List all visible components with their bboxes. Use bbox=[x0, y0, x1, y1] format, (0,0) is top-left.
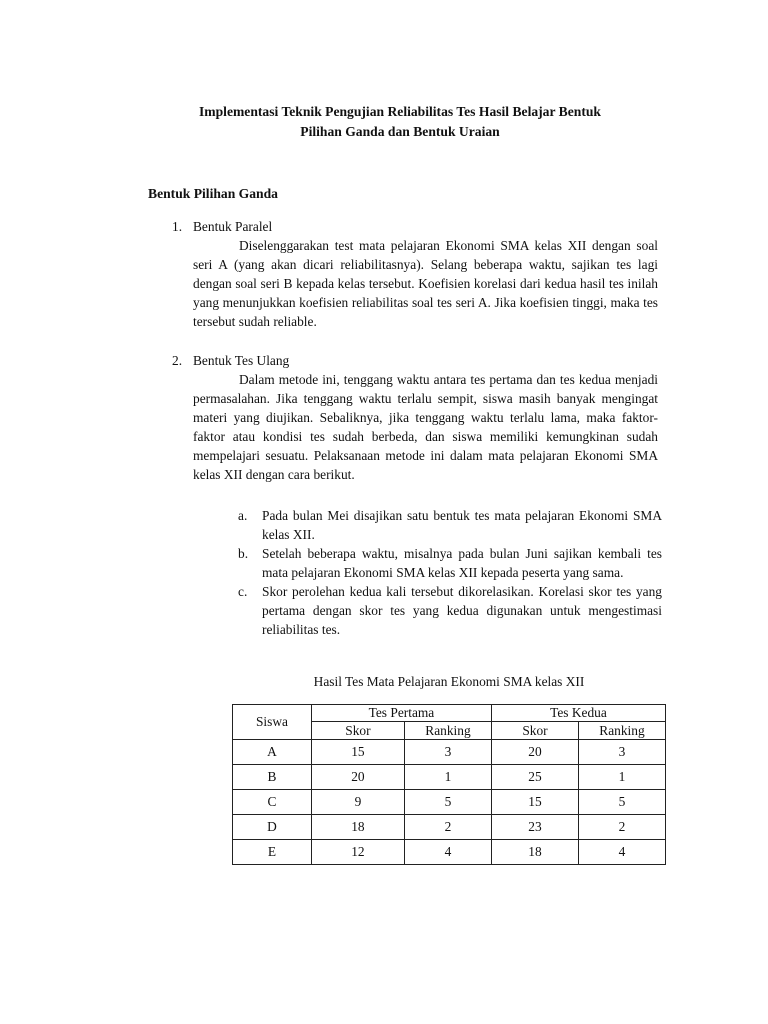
cell-siswa: B bbox=[233, 765, 312, 790]
cell-siswa: D bbox=[233, 815, 312, 840]
sub-item-text: Setelah beberapa waktu, misalnya pada bulan Juni sajikan kembali tes mata pelajaran Ekonomi SMA kelas XII kepada peserta yang sama. bbox=[262, 546, 662, 580]
subheader-ranking: Ranking bbox=[578, 722, 665, 740]
table-cell: 20 bbox=[491, 740, 578, 765]
table-cell: 4 bbox=[578, 840, 665, 865]
table-row bbox=[233, 815, 666, 840]
table-row bbox=[233, 740, 666, 765]
sub-item-letter: b. bbox=[238, 546, 249, 561]
table-cell: 20 bbox=[311, 765, 404, 790]
scores-table bbox=[232, 704, 666, 865]
sub-item-c bbox=[238, 582, 662, 639]
item-paragraph: Diselenggarakan test mata pelajaran Ekonomi SMA kelas XII dengan soal seri A (yang akan dicari reliabilitasnya). Selang beberapa waktu, sajikan tes lagi dengan soal seri B kepada kelas tersebut. Koefisien korelasi dari kedua hasil tes inilah yang menunjukkan koefisien reliabilitas soal tes seri A. Jika koefisien tinggi, maka tes tersebut sudah reliable. bbox=[193, 238, 658, 329]
table-cell: 15 bbox=[491, 790, 578, 815]
item-label: Bentuk Paralel bbox=[193, 219, 273, 234]
sub-item-a bbox=[238, 506, 662, 544]
sub-item-letter: c. bbox=[238, 584, 248, 599]
subheader-ranking: Ranking bbox=[404, 722, 491, 740]
table-row bbox=[233, 765, 666, 790]
sub-item-text: Pada bulan Mei disajikan satu bentuk tes mata pelajaran Ekonomi SMA kelas XII. bbox=[262, 508, 662, 542]
table-cell: 2 bbox=[578, 815, 665, 840]
sub-item-b bbox=[238, 544, 662, 582]
title-line-1: Implementasi Teknik Pengujian Reliabilitas Tes Hasil Belajar Bentuk bbox=[199, 104, 601, 119]
cell-siswa: E bbox=[233, 840, 312, 865]
header-siswa: Siswa bbox=[233, 705, 312, 740]
table-cell: 5 bbox=[578, 790, 665, 815]
table-cell: 18 bbox=[491, 840, 578, 865]
cell-siswa: A bbox=[233, 740, 312, 765]
table-cell: 12 bbox=[311, 840, 404, 865]
table-header-row bbox=[233, 705, 666, 722]
table-cell: 1 bbox=[578, 765, 665, 790]
table-cell: 25 bbox=[491, 765, 578, 790]
sub-item-letter: a. bbox=[238, 508, 248, 523]
header-tes-kedua: Tes Kedua bbox=[491, 705, 665, 722]
title-line-2: Pilihan Ganda dan Bentuk Uraian bbox=[300, 124, 500, 139]
table-cell: 3 bbox=[578, 740, 665, 765]
item-label: Bentuk Tes Ulang bbox=[193, 353, 290, 368]
item-paragraph: Dalam metode ini, tenggang waktu antara tes pertama dan tes kedua menjadi permasalahan. Jika tenggang waktu terlalu sempit, siswa masih banyak mengingat materi yang diujikan. Sebaliknya, jika tenggang waktu terlalu lama, maka faktor-faktor atau kondisi tes sudah berbeda, dan siswa memiliki kemungkinan sudah mempelajari sesuatu. Pelaksanaan metode ini dalam mata pelajaran Ekonomi SMA kelas XII dengan cara berikut. bbox=[193, 372, 658, 482]
table-cell: 15 bbox=[311, 740, 404, 765]
table-row bbox=[233, 790, 666, 815]
table-body bbox=[233, 740, 666, 865]
item-number: 1. bbox=[172, 219, 183, 234]
document-title bbox=[140, 102, 660, 142]
subheader-skor: Skor bbox=[491, 722, 578, 740]
table-cell: 3 bbox=[404, 740, 491, 765]
table-cell: 4 bbox=[404, 840, 491, 865]
item-number: 2. bbox=[172, 353, 183, 368]
table-cell: 1 bbox=[404, 765, 491, 790]
section-heading: Bentuk Pilihan Ganda bbox=[148, 186, 278, 201]
sub-list bbox=[238, 506, 662, 639]
table-cell: 9 bbox=[311, 790, 404, 815]
cell-siswa: C bbox=[233, 790, 312, 815]
table-cell: 5 bbox=[404, 790, 491, 815]
table-caption: Hasil Tes Mata Pelajaran Ekonomi SMA kelas XII bbox=[313, 674, 585, 689]
table-cell: 18 bbox=[311, 815, 404, 840]
subheader-skor: Skor bbox=[311, 722, 404, 740]
table-cell: 23 bbox=[491, 815, 578, 840]
header-tes-pertama: Tes Pertama bbox=[311, 705, 491, 722]
table-row bbox=[233, 840, 666, 865]
table-cell: 2 bbox=[404, 815, 491, 840]
sub-item-text: Skor perolehan kedua kali tersebut dikorelasikan. Korelasi skor tes yang pertama dengan skor tes yang kedua digunakan untuk mengestimasi reliabilitas tes. bbox=[262, 584, 662, 637]
